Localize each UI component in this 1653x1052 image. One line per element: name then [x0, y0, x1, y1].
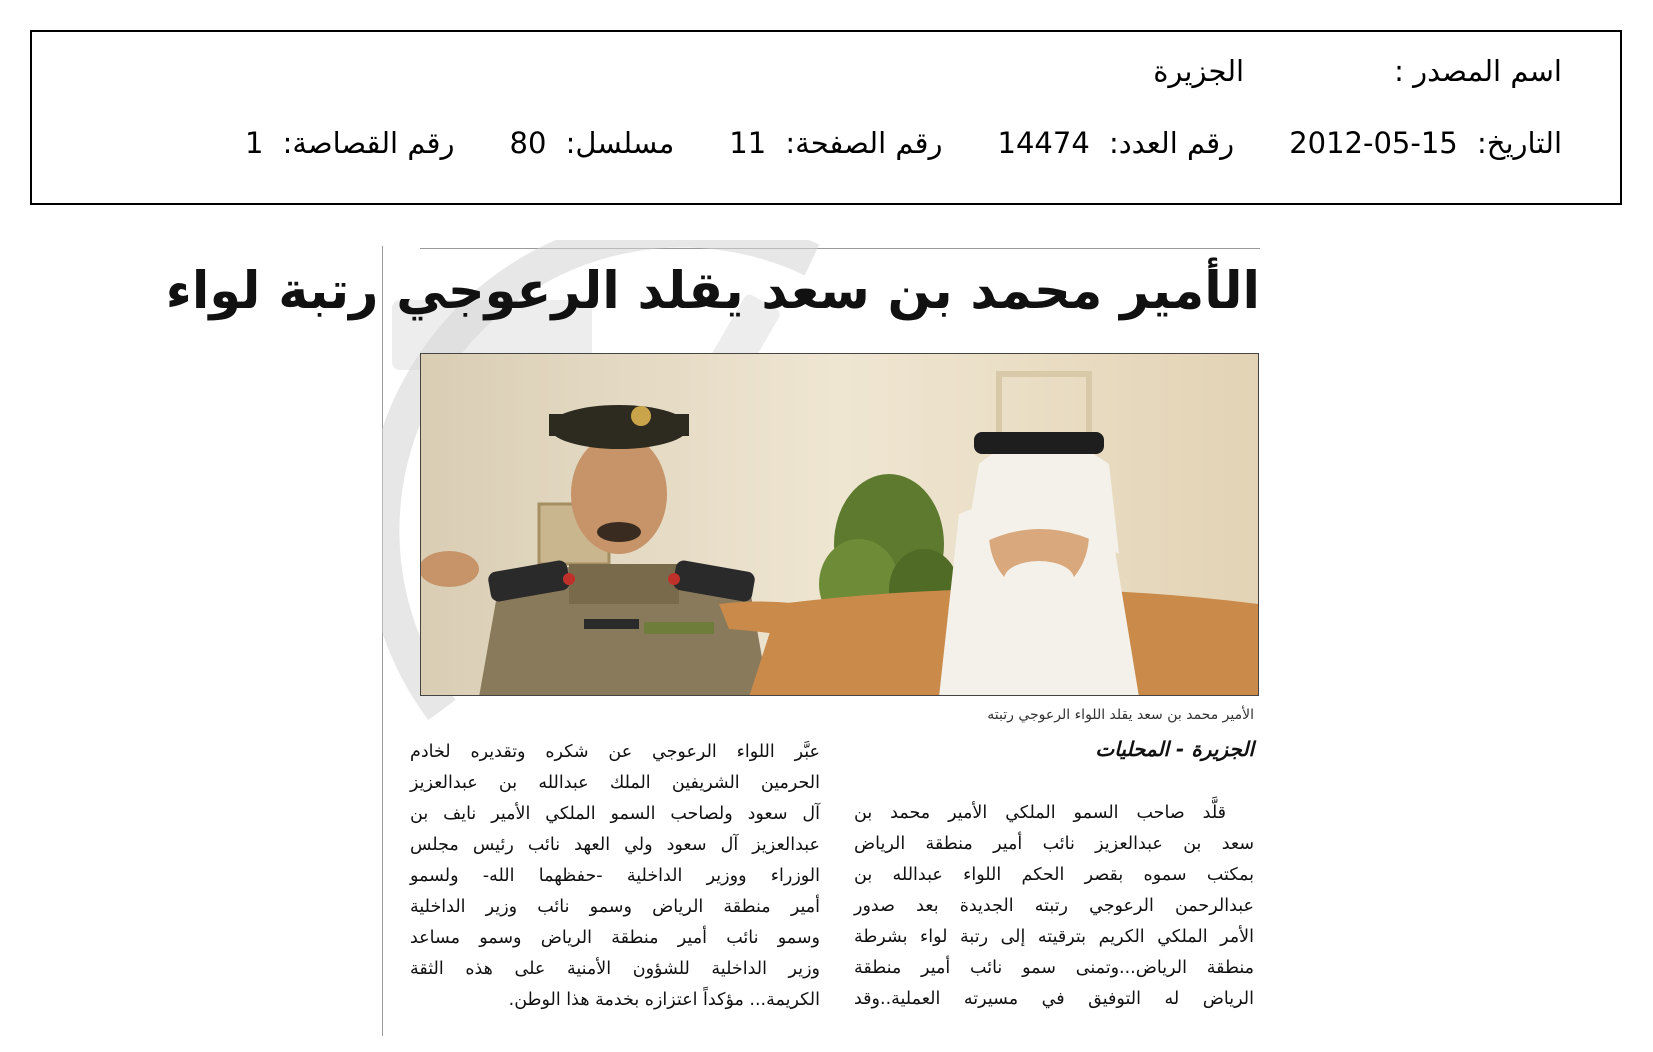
column-line: منطقة الرياض...وتمنى سمو نائب أمير منطقة — [854, 958, 1254, 978]
date-value: 2012-05-15 — [1289, 126, 1458, 160]
date-field — [1289, 126, 1562, 160]
column-line: الحرمين الشريفين الملك عبدالله بن عبدالعزيز — [410, 773, 820, 793]
serial-value: 80 — [509, 126, 547, 160]
issue-value: 14474 — [997, 126, 1090, 160]
column-line: آل سعود ولصاحب السمو الملكي الأمير نايف بن — [410, 804, 820, 824]
page-field — [729, 126, 942, 160]
date-label: التاريخ: — [1476, 126, 1562, 160]
photo-caption: الأمير محمد بن سعد يقلد اللواء الرعوجي رتبته — [987, 707, 1254, 723]
page-value: 11 — [729, 126, 767, 160]
column-line: الأمر الملكي الكريم بترقيته إلى رتبة لواء بشرطة — [854, 927, 1254, 947]
column-line: الرياض له التوفيق في مسيرته العملية..وقد — [854, 989, 1254, 1009]
clipping-top-rule — [420, 248, 1260, 249]
article-column-right — [854, 798, 1254, 1015]
column-line: بمكتب سموه بقصر الحكم اللواء عبدالله بن — [854, 865, 1254, 885]
issue-field — [998, 126, 1235, 160]
column-line: عبَّر اللواء الرعوجي عن شكره وتقديره لخادم — [410, 742, 820, 762]
article-column-left — [410, 737, 820, 1016]
article-headline: الأمير محمد بن سعد يقلد الرعوجي رتبة لواء — [165, 262, 1260, 321]
column-line: الوزراء ووزير الداخلية -حفظهما الله- ولسمو — [410, 866, 820, 886]
article-byline: الجزيرة - المحليات — [1095, 737, 1254, 761]
source-info-box — [30, 30, 1622, 205]
column-line: وزير الداخلية للشؤون الأمنية على هذه الثقة — [410, 959, 820, 979]
source-value: الجزيرة — [1153, 54, 1245, 88]
clipping-left-rule — [382, 246, 383, 1036]
column-line: عبدالعزيز آل سعود ولي العهد نائب رئيس مجلس — [410, 835, 820, 855]
column-line: وسمو نائب أمير منطقة الرياض وسمو مساعد — [410, 928, 820, 948]
column-line: سعد بن عبدالعزيز نائب أمير منطقة الرياض — [854, 834, 1254, 854]
issue-label: رقم العدد: — [1109, 126, 1235, 160]
clip-label: رقم القصاصة: — [282, 126, 455, 160]
serial-field — [510, 126, 675, 160]
page-label: رقم الصفحة: — [785, 126, 943, 160]
column-line: الكريمة... مؤكداً اعتزازه بخدمة هذا الوطن. — [508, 990, 820, 1010]
serial-label: مسلسل: — [565, 126, 675, 160]
clip-field — [245, 126, 455, 160]
article-photo — [420, 353, 1259, 696]
column-line: قلَّد صاحب السمو الملكي الأمير محمد بن — [854, 803, 1226, 823]
source-label: اسم المصدر : — [1394, 54, 1562, 88]
column-line: عبدالرحمن الرعوجي رتبته الجديدة بعد صدور — [854, 896, 1254, 916]
source-row — [1153, 54, 1562, 88]
clip-value: 1 — [244, 126, 264, 160]
meta-row — [245, 126, 1562, 160]
photo-illustration — [420, 354, 1258, 696]
column-line: أمير منطقة الرياض وسمو نائب وزير الداخلية — [410, 897, 820, 917]
